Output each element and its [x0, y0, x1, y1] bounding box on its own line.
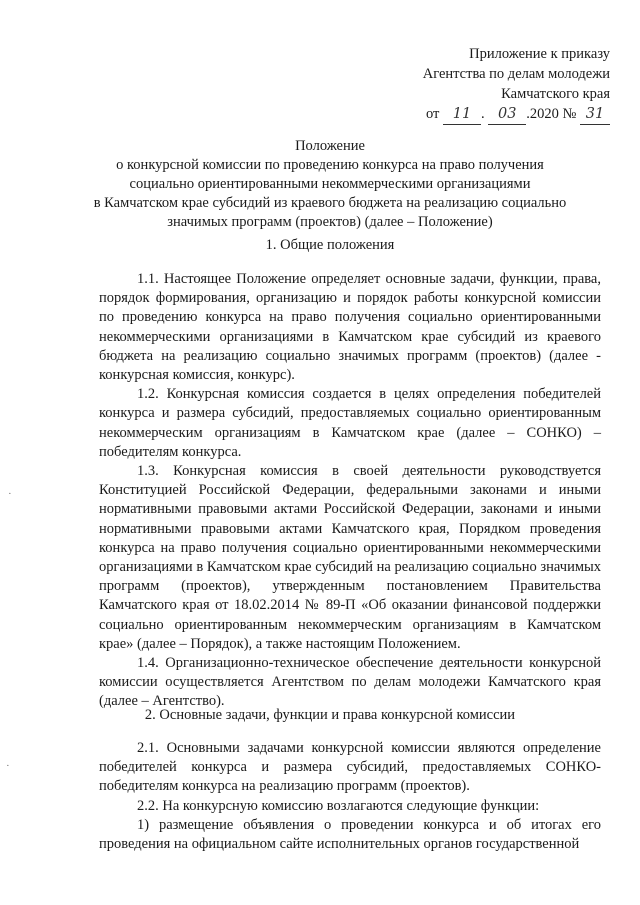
title-line: о конкурсной комиссии по проведению конкурса на право получения	[116, 157, 544, 173]
annex-date-line: от 11 . 03 .2020 № 31	[423, 104, 610, 125]
date-prefix: от	[426, 106, 440, 122]
annex-line: Агентства по делам молодежи	[422, 66, 610, 82]
handwritten-month: 03	[488, 104, 526, 125]
paragraph-2-2: 2.2. На конкурсную комиссию возлагаются следующие функции:	[137, 797, 540, 814]
handwritten-number: 31	[580, 104, 610, 125]
scan-speck: ·	[8, 488, 12, 500]
handwritten-day: 11	[443, 104, 481, 125]
title-line: в Камчатском крае субсидий из краевого бюджета на реализацию социально	[93, 195, 567, 211]
paragraph-2-3: 1) размещение объявления о проведении конкурса и об итогах его проведения на официальном сайте исполнительных органов государственной	[99, 816, 601, 853]
section-heading-2: 2. Основные задачи, функции и права конкурсной комиссии	[144, 707, 516, 723]
title-line: значимых программ (проектов) (далее – Положение)	[167, 214, 493, 230]
annex-line: Приложение к приказу	[469, 46, 610, 62]
document-title	[60, 137, 600, 232]
annex-line: Камчатского края	[501, 86, 610, 102]
annex-block	[423, 44, 610, 125]
section-1-body	[99, 270, 601, 712]
date-year: .2020 №	[526, 106, 577, 122]
paragraph-1-2: 1.2. Конкурсная комиссия создается в целях определения победителей конкурса и размера субсидий, предоставляемых социально ориентированным некоммерческим организациям в Камчатском крае (далее – СОНКО) – победителям конкурса.	[99, 386, 601, 460]
paragraph-1-1: 1.1. Настоящее Положение определяет основные задачи, функции, права, порядок формирования, организацию и порядок работы конкурсной комиссии по проведению конкурса на право получения социально ориентированными некоммерческими организациями в Камчатском крае субсидий из краевого бюджета на реализацию социально значимых программ (проектов) (далее - конкурсная комиссия, конкурс).	[99, 271, 601, 384]
paragraph-1-4: 1.4. Организационно-техническое обеспечение деятельности конкурсной комиссии осуществляется Агентством по делам молодежи Камчатского края (далее – Агентство).	[99, 655, 601, 710]
section-heading-1: 1. Общие положения	[265, 237, 395, 253]
title-line: Положение	[295, 138, 365, 154]
title-line: социально ориентированными некоммерческими организациями	[129, 176, 531, 192]
scan-speck: ·	[6, 760, 10, 772]
section-2-body	[99, 739, 601, 854]
paragraph-1-3: 1.3. Конкурсная комиссия в своей деятельности руководствуется Конституцией Российской Федерации, федеральными законами и иными нормативными правовыми актами Российской Федерации, законами и иными нормативными правовыми актами Камчатского края, Порядком проведения конкурса на право получения социально ориентированными некоммерческими организациями в Камчатском крае субсидий на реализацию социально значимых программ (проектов), утвержденным постановлением Правительства Камчатского края от 18.02.2014 № 89-П «Об оказании финансовой поддержки социально ориентированным некоммерческим организациям в Камчатском крае» (далее – Порядок), а также настоящим Положением.	[99, 463, 601, 652]
paragraph-2-1: 2.1. Основными задачами конкурсной комиссии являются определение победителей конкурса и размера субсидий, предоставляемых СОНКО-победителям конкурса на реализацию программ (проектов).	[99, 740, 601, 795]
